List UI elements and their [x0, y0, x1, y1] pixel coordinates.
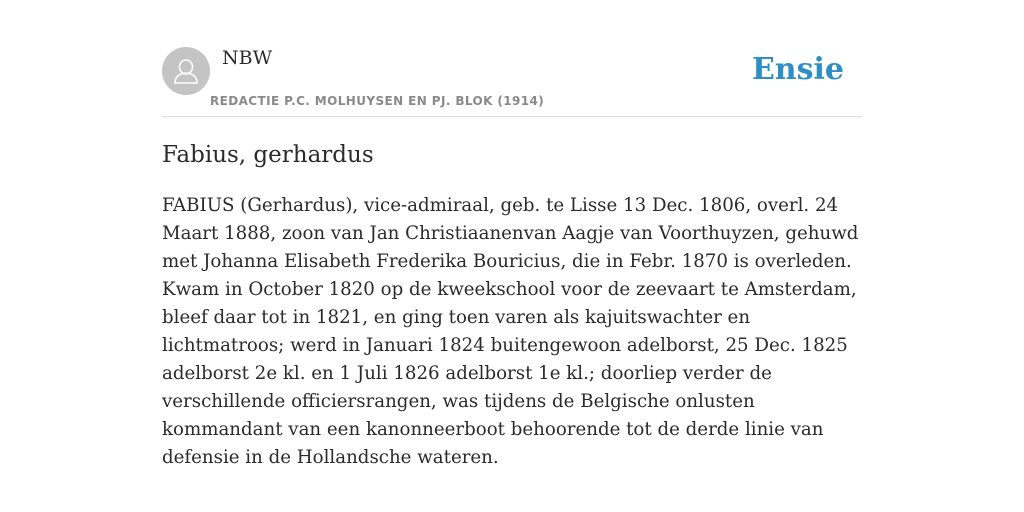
source-subtitle: REDACTIE P.C. MOLHUYSEN EN PJ. BLOK (1914): [210, 94, 545, 108]
source-header: [162, 44, 862, 117]
user-silhouette-icon[interactable]: [162, 47, 210, 95]
source-name[interactable]: NBW: [222, 47, 273, 69]
brand-logo[interactable]: Ensie: [751, 52, 844, 87]
article-title: Fabius, gerhardus: [162, 142, 374, 168]
article-body: FABIUS (Gerhardus), vice-admiraal, geb. te Lisse 13 Dec. 1806, overl. 24 Maart 1888, zoon van Jan Christiaanenvan Aagje van Voorthuyzen, gehuwd met Johanna Elisabeth Frederika Bouricius, die in Febr. 1870 is overleden. Kwam in October 1820 op de kweekschool voor de zeevaart te Amsterdam, bleef daar tot in 1821, en ging toen varen als kajuitswachter en lichtmatroos; werd in Januari 1824 buitengewoon adelborst, 25 Dec. 1825 adelborst 2e kl. en 1 Juli 1826 adelborst 1e kl.; doorliep verder de verschillende officiersrangen, was tijdens de Belgische onlusten kommandant van een kanonneerboot behoorende tot de derde linie van defensie in de Hollandsche wateren.: [162, 195, 859, 468]
